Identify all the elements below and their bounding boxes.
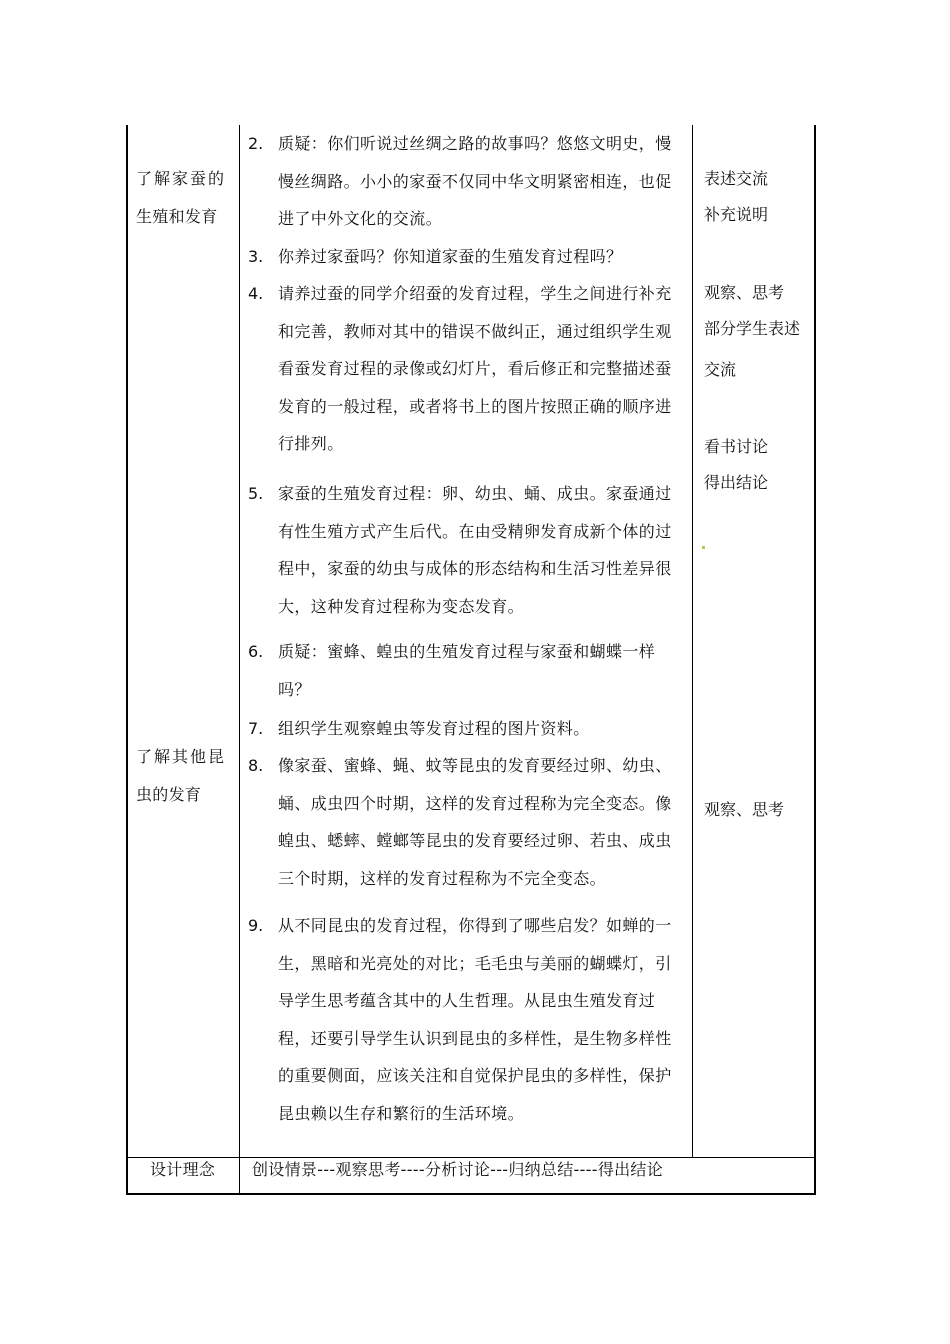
note-partial-students: 部分学生表述: [704, 319, 801, 338]
note-express-communicate: 表述交流: [704, 169, 769, 188]
item-text: [278, 275, 683, 463]
item-text: [278, 633, 683, 708]
text-line: 质疑：你们听说过丝绸之路的故事吗？悠悠文明史，慢: [278, 134, 672, 153]
lesson-table: [126, 125, 816, 1195]
label-line: 了解其他昆: [136, 747, 227, 766]
text-line: 的重要侧面，应该关注和自觉保护昆虫的多样性，保护: [278, 1066, 672, 1085]
label-silkworm-reproduction: [136, 160, 236, 235]
text-line: 家蚕的生殖发育过程：卵、幼虫、蛹、成虫。家蚕通过: [278, 484, 672, 503]
text-line: 导学生思考蕴含其中的人生哲理。从昆虫生殖发育过: [278, 991, 656, 1010]
column-divider-2: [692, 125, 693, 1157]
text-line: 程，还要引导学生认识到昆虫的多样性，是生物多样性: [278, 1028, 672, 1048]
item-number: 9.: [248, 916, 264, 935]
text-line: 蝗虫、蟋蟀、螳螂等昆虫的发育要经过卵、若虫、成虫: [278, 831, 672, 850]
label-line: 虫的发育: [136, 784, 202, 804]
note-observe-think-2: 观察、思考: [704, 800, 785, 819]
text-line: 组织学生观察蝗虫等发育过程的图片资料。: [278, 719, 590, 738]
table-border-left: [126, 125, 128, 1195]
text-line: 吗？: [278, 679, 311, 699]
text-line: 昆虫赖以生存和繁衍的生活环境。: [278, 1103, 525, 1123]
text-line: 质疑：蜜蜂、蝗虫的生殖发育过程与家蚕和蝴蝶一样: [278, 642, 656, 661]
text-line: 和完善，教师对其中的错误不做纠正，通过组织学生观: [278, 321, 672, 341]
item-number: 6.: [248, 642, 264, 661]
label-other-insects: [136, 738, 236, 813]
note-read-discuss: 看书讨论: [704, 437, 769, 456]
text-line: 从不同昆虫的发育过程，你得到了哪些启发？如蝉的一: [278, 916, 672, 935]
text-line: 有性生殖方式产生后代。在由受精卵发育成新个体的过: [278, 521, 672, 541]
design-concept-text: 创设情景---观察思考----分析讨论---归纳总结----得出结论: [252, 1160, 664, 1179]
item-number: 7.: [248, 719, 264, 738]
item-text: [278, 747, 683, 897]
item-number: 2.: [248, 134, 264, 153]
item-number: 4.: [248, 284, 264, 303]
item-text: [278, 907, 683, 1132]
label-design-concept: 设计理念: [150, 1160, 216, 1179]
text-line: 蛹、成虫四个时期，这样的发育过程称为完全变态。像: [278, 793, 672, 813]
note-communicate: 交流: [704, 360, 737, 379]
text-line: 三个时期，这样的发育过程称为不完全变态。: [278, 868, 607, 888]
label-line: 生殖和发育: [136, 206, 218, 226]
item-text: [278, 125, 683, 238]
item-text: [278, 475, 683, 625]
text-line: 看蚕发育过程的录像或幻灯片，看后修正和完整描述蚕: [278, 359, 672, 378]
text-line: 行排列。: [278, 434, 344, 453]
item-text: [278, 710, 683, 748]
table-border-right: [814, 125, 816, 1195]
column-divider-1: [239, 125, 240, 1195]
label-line: 了解家蚕的: [136, 169, 227, 188]
scan-speck: [702, 546, 705, 549]
text-line: 大，这种发育过程称为变态发育。: [278, 596, 525, 616]
item-text: [278, 238, 683, 276]
text-line: 发育的一般过程，或者将书上的图片按照正确的顺序进: [278, 396, 672, 416]
item-number: 8.: [248, 756, 264, 775]
table-border-bottom: [126, 1193, 816, 1195]
item-number: 5.: [248, 484, 264, 503]
note-observe-think: 观察、思考: [704, 283, 785, 302]
text-line: 生，黑暗和光亮处的对比；毛毛虫与美丽的蝴蝶灯，引: [278, 953, 672, 973]
text-line: 请养过蚕的同学介绍蚕的发育过程，学生之间进行补充: [278, 284, 672, 303]
text-line: 像家蚕、蜜蜂、蝇、蚊等昆虫的发育要经过卵、幼虫、: [278, 756, 672, 775]
text-line: 进了中外文化的交流。: [278, 209, 443, 228]
text-line: 你养过家蚕吗？你知道家蚕的生殖发育过程吗？: [278, 247, 623, 266]
note-supplement: 补充说明: [704, 205, 769, 224]
text-line: 程中，家蚕的幼虫与成体的形态结构和生活习性差异很: [278, 559, 672, 578]
text-line: 慢丝绸路。小小的家蚕不仅同中华文明紧密相连，也促: [278, 171, 672, 191]
item-number: 3.: [248, 247, 264, 266]
note-conclusion: 得出结论: [704, 473, 769, 492]
